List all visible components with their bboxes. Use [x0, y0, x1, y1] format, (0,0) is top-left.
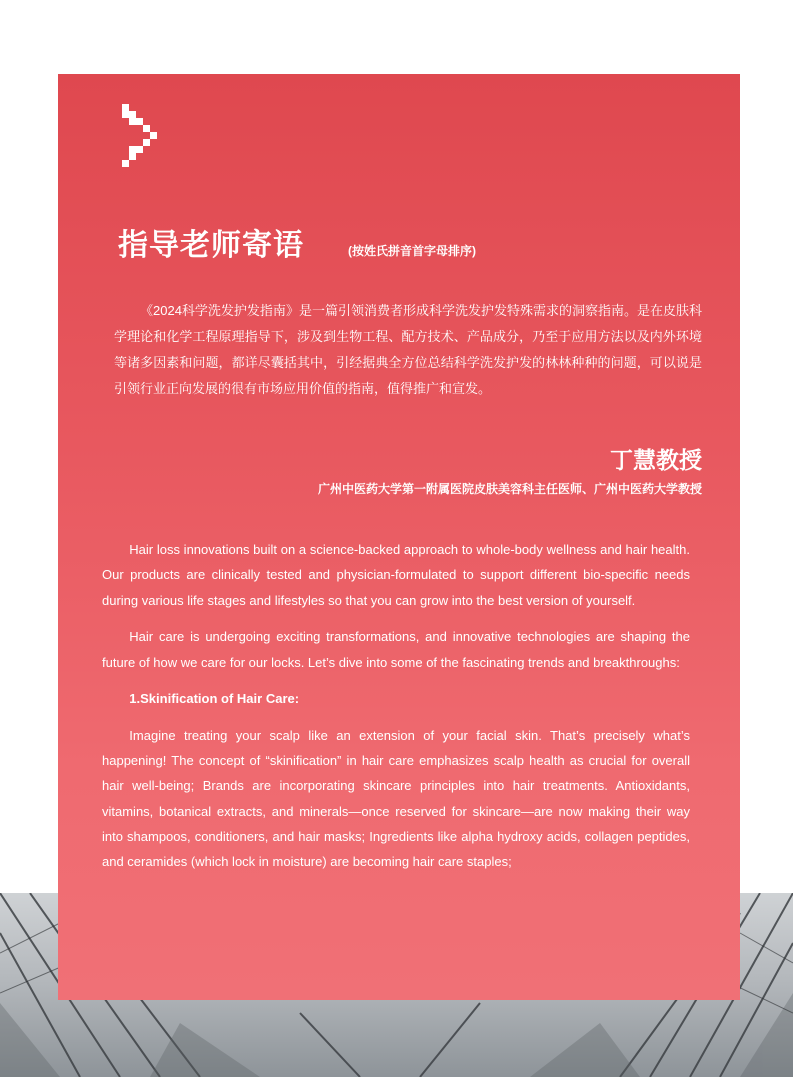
english-paragraph-2: Hair care is undergoing exciting transformations, and innovative technologies are shaping the future of how we care for our locks. Let’s dive into some of the fascinating trends and breakthroughs: — [102, 629, 690, 670]
author-affiliation: 广州中医药大学第一附属医院皮肤美容科主任医师、广州中医药大学教授 — [317, 482, 702, 496]
section-heading: 1.Skinification of Hair Care: — [129, 691, 300, 707]
author-name: 丁慧教授 — [610, 447, 702, 473]
pixel-chevron-icon — [122, 104, 162, 170]
page-subtitle: (按姓氏拼音首字母排序) — [348, 244, 476, 258]
english-paragraph-1: Hair loss innovations built on a science-backed approach to whole-body wellness and hair health. Our products are clinically tested and physician-formulated to support different bio-specific needs during various life stages and lifestyles so that you can grow into the best version of yourself. — [102, 542, 690, 608]
chinese-paragraph: 《2024科学洗发护发指南》是一篇引领消费者形成科学洗发护发特殊需求的洞察指南。是在皮肤科学理论和化学工程原理指导下，涉及到生物工程、配方技术、产品成分，乃至于应用方法以及内外环境等诸多因素和问题，都详尽囊括其中，引经据典全方位总结科学洗发护发的林林种种的问题，可以说是引领行业正向发展的很有市场应用价值的指南，值得推广和宣发。 — [114, 303, 702, 396]
english-paragraph-3: Imagine treating your scalp like an extension of your facial skin. That’s precisely what’s happening! The concept of “skinification” in hair care emphasizes scalp health as crucial for overall hair well-being; Brands are incorporating skincare principles into hair treatments. Antioxidants, vitamins, botanical extracts, and minerals—once reserved for skincare—are now making their way into shampoos, conditioners, and hair masks; Ingredients like alpha hydroxy acids, collagen peptides, and ceramides (which lock in moisture) are becoming hair care staples; — [102, 727, 690, 870]
red-content-card — [58, 74, 740, 1000]
english-text-block — [102, 537, 690, 886]
page-title: 指导老师寄语 — [118, 229, 304, 262]
